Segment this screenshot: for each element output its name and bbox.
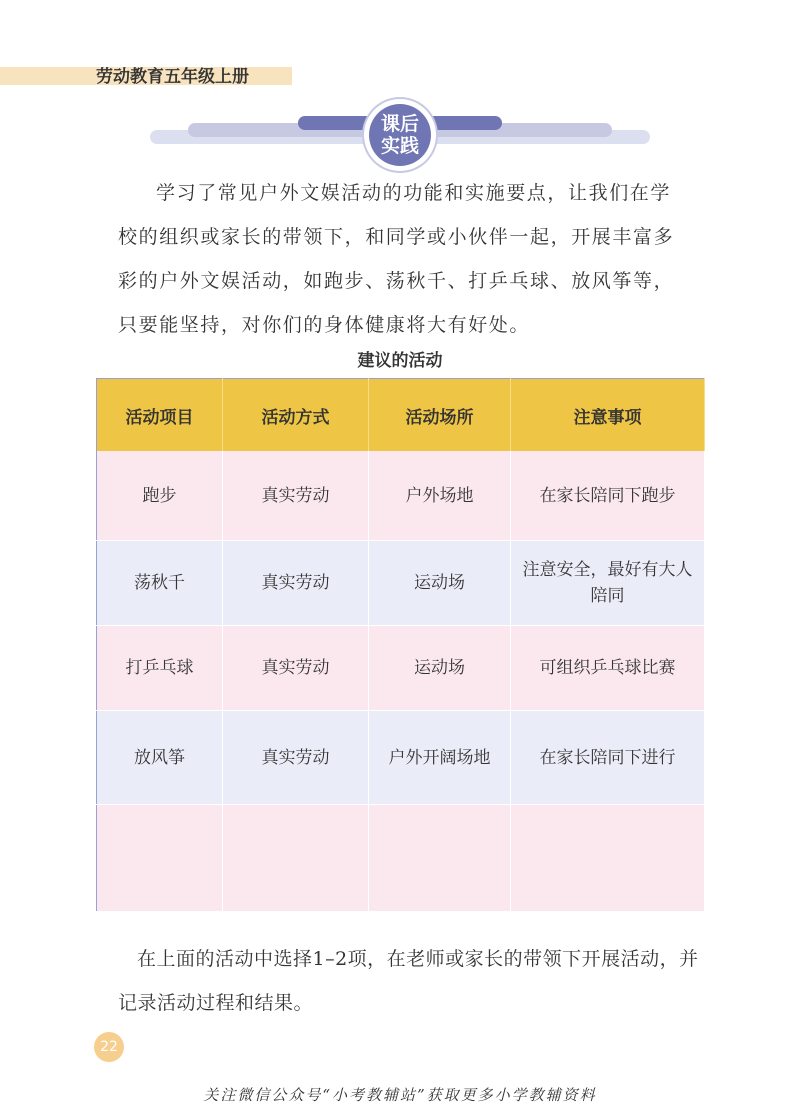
table-cell[interactable] — [97, 805, 223, 912]
table-cell: 户外场地 — [369, 451, 511, 541]
table-cell: 运动场 — [369, 541, 511, 626]
header-activity-item: 活动项目 — [97, 379, 223, 452]
table-cell[interactable] — [223, 805, 369, 912]
table-cell: 真实劳动 — [223, 711, 369, 805]
table-cell[interactable] — [369, 805, 511, 912]
section-badge-line2: 实践 — [380, 135, 419, 157]
table-cell: 放风筝 — [97, 711, 223, 805]
intro-paragraph: 学习了常见户外文娱活动的功能和实施要点，让我们在学校的组织或家长的带领下，和同学或小伙伴一起，开展丰富多彩的户外文娱活动，如跑步、荡秋千、打乒乓球、放风筝等，只要能坚持，对你们的身体健康将大有好处。 — [118, 182, 675, 336]
table-cell: 跑步 — [97, 451, 223, 541]
table-cell: 荡秋千 — [97, 541, 223, 626]
table-row — [97, 541, 705, 626]
activity-table — [96, 378, 705, 912]
table-cell: 户外开阔场地 — [369, 711, 511, 805]
header-notes: 注意事项 — [511, 379, 705, 452]
section-badge — [369, 104, 431, 166]
section-badge-line1: 课后 — [380, 113, 419, 135]
footer-watermark: 关注微信公众号“小考教辅站”获取更多小学教辅资料 — [203, 1086, 597, 1104]
table-cell: 运动场 — [369, 626, 511, 711]
table-row-empty — [97, 805, 705, 912]
table-cell: 在家长陪同下跑步 — [511, 451, 705, 541]
table-cell[interactable] — [511, 805, 705, 912]
table-row — [97, 451, 705, 541]
table-caption: 建议的活动 — [357, 351, 443, 371]
table-row — [97, 711, 705, 805]
table-cell: 在家长陪同下进行 — [511, 711, 705, 805]
table-header-row — [97, 379, 705, 452]
header-activity-mode: 活动方式 — [223, 379, 369, 452]
page-number: 22 — [94, 1032, 124, 1062]
table-cell: 打乒乓球 — [97, 626, 223, 711]
task-instructions: 在上面的活动中选择1–2项，在老师或家长的带领下开展活动，并记录活动过程和结果。 — [118, 948, 699, 1014]
book-title: 劳动教育五年级上册 — [96, 67, 249, 87]
table-cell: 真实劳动 — [223, 451, 369, 541]
table-row — [97, 626, 705, 711]
header-activity-venue: 活动场所 — [369, 379, 511, 452]
table-cell: 可组织乒乓球比赛 — [511, 626, 705, 711]
table-cell: 真实劳动 — [223, 626, 369, 711]
table-cell: 真实劳动 — [223, 541, 369, 626]
table-cell: 注意安全，最好有大人陪同 — [511, 541, 705, 626]
